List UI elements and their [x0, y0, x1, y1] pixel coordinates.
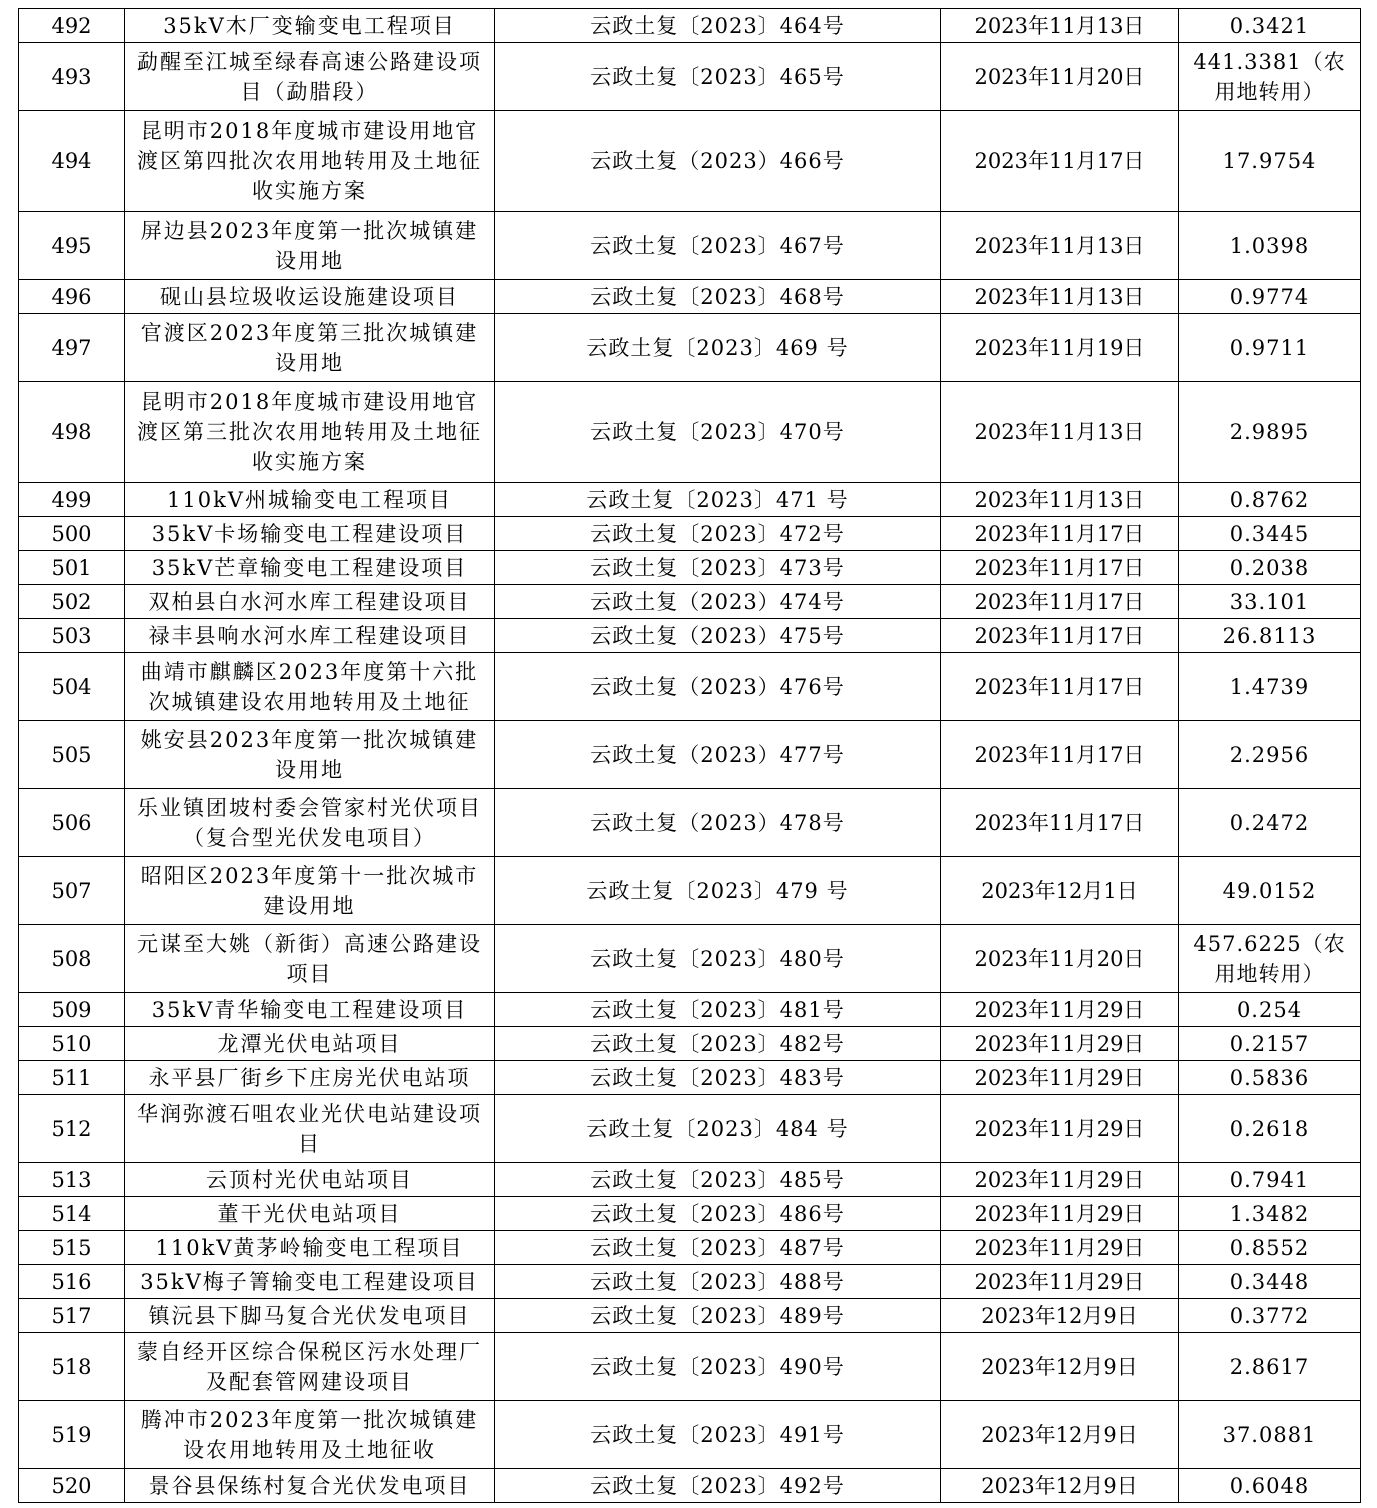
area-hectares-cell: 2.2956 — [1179, 721, 1361, 789]
row-number-cell: 507 — [19, 857, 125, 925]
project-name-cell: 景谷县保练村复合光伏发电项目 — [125, 1469, 495, 1503]
table-row — [19, 993, 1361, 1027]
table-row — [19, 517, 1361, 551]
project-name-cell: 屏边县2023年度第一批次城镇建设用地 — [125, 212, 495, 280]
row-number-cell: 502 — [19, 585, 125, 619]
table-row — [19, 9, 1361, 43]
approval-doc-number-cell: 云政土复〔2023〕470号 — [495, 382, 941, 483]
table-row — [19, 1163, 1361, 1197]
row-number-cell: 519 — [19, 1401, 125, 1469]
approval-doc-number-cell: 云政土复（2023）476号 — [495, 653, 941, 721]
table-row — [19, 619, 1361, 653]
approval-doc-number-cell: 云政土复〔2023〕491号 — [495, 1401, 941, 1469]
approval-doc-number-cell: 云政土复（2023）466号 — [495, 111, 941, 212]
row-number-cell: 494 — [19, 111, 125, 212]
approval-doc-number-cell: 云政土复〔2023〕486号 — [495, 1197, 941, 1231]
project-name-cell: 勐醒至江城至绿春高速公路建设项目（勐腊段） — [125, 43, 495, 111]
approval-date-cell: 2023年11月29日 — [941, 1231, 1179, 1265]
table-row — [19, 483, 1361, 517]
project-name-cell: 昆明市2018年度城市建设用地官渡区第三批次农用地转用及土地征收实施方案 — [125, 382, 495, 483]
project-name-cell: 35kV芒章输变电工程建设项目 — [125, 551, 495, 585]
area-hectares-cell: 457.6225（农用地转用） — [1179, 925, 1361, 993]
approval-date-cell: 2023年11月29日 — [941, 993, 1179, 1027]
table-row — [19, 1027, 1361, 1061]
approval-date-cell: 2023年11月29日 — [941, 1163, 1179, 1197]
approval-date-cell: 2023年11月17日 — [941, 619, 1179, 653]
approval-doc-number-cell: 云政土复〔2023〕469 号 — [495, 314, 941, 382]
approval-date-cell: 2023年11月17日 — [941, 789, 1179, 857]
approval-date-cell: 2023年12月9日 — [941, 1469, 1179, 1503]
row-number-cell: 504 — [19, 653, 125, 721]
table-row — [19, 1197, 1361, 1231]
approval-doc-number-cell: 云政土复〔2023〕472号 — [495, 517, 941, 551]
table-row — [19, 111, 1361, 212]
project-name-cell: 龙潭光伏电站项目 — [125, 1027, 495, 1061]
table-row — [19, 1095, 1361, 1163]
project-name-cell: 官渡区2023年度第三批次城镇建设用地 — [125, 314, 495, 382]
approval-date-cell: 2023年12月9日 — [941, 1401, 1179, 1469]
row-number-cell: 515 — [19, 1231, 125, 1265]
approval-date-cell: 2023年11月13日 — [941, 9, 1179, 43]
approval-doc-number-cell: 云政土复〔2023〕480号 — [495, 925, 941, 993]
project-name-cell: 砚山县垃圾收运设施建设项目 — [125, 280, 495, 314]
approval-doc-number-cell: 云政土复（2023）474号 — [495, 585, 941, 619]
row-number-cell: 509 — [19, 993, 125, 1027]
area-hectares-cell: 0.6048 — [1179, 1469, 1361, 1503]
area-hectares-cell: 0.9774 — [1179, 280, 1361, 314]
table-row — [19, 1061, 1361, 1095]
table-row — [19, 721, 1361, 789]
area-hectares-cell: 441.3381（农用地转用） — [1179, 43, 1361, 111]
row-number-cell: 492 — [19, 9, 125, 43]
area-hectares-cell: 0.2157 — [1179, 1027, 1361, 1061]
approval-date-cell: 2023年12月9日 — [941, 1333, 1179, 1401]
project-name-cell: 双柏县白水河水库工程建设项目 — [125, 585, 495, 619]
approval-doc-number-cell: 云政土复（2023）475号 — [495, 619, 941, 653]
table-body — [19, 9, 1361, 1503]
area-hectares-cell: 49.0152 — [1179, 857, 1361, 925]
table-row — [19, 1401, 1361, 1469]
project-name-cell: 云顶村光伏电站项目 — [125, 1163, 495, 1197]
row-number-cell: 520 — [19, 1469, 125, 1503]
approval-date-cell: 2023年11月13日 — [941, 212, 1179, 280]
approval-date-cell: 2023年11月17日 — [941, 111, 1179, 212]
area-hectares-cell: 0.2472 — [1179, 789, 1361, 857]
row-number-cell: 508 — [19, 925, 125, 993]
project-name-cell: 蒙自经开区综合保税区污水处理厂及配套管网建设项目 — [125, 1333, 495, 1401]
table-row — [19, 212, 1361, 280]
approval-doc-number-cell: 云政土复〔2023〕479 号 — [495, 857, 941, 925]
table-row — [19, 789, 1361, 857]
row-number-cell: 511 — [19, 1061, 125, 1095]
document-page — [18, 8, 1360, 1503]
row-number-cell: 501 — [19, 551, 125, 585]
approval-date-cell: 2023年12月9日 — [941, 1299, 1179, 1333]
project-name-cell: 元谋至大姚（新街）高速公路建设项目 — [125, 925, 495, 993]
project-name-cell: 昆明市2018年度城市建设用地官渡区第四批次农用地转用及土地征收实施方案 — [125, 111, 495, 212]
approval-date-cell: 2023年11月17日 — [941, 517, 1179, 551]
project-name-cell: 35kV青华输变电工程建设项目 — [125, 993, 495, 1027]
table-row — [19, 1265, 1361, 1299]
area-hectares-cell: 1.4739 — [1179, 653, 1361, 721]
approval-doc-number-cell: 云政土复〔2023〕481号 — [495, 993, 941, 1027]
area-hectares-cell: 0.3448 — [1179, 1265, 1361, 1299]
table-row — [19, 1231, 1361, 1265]
row-number-cell: 496 — [19, 280, 125, 314]
approval-doc-number-cell: 云政土复〔2023〕482号 — [495, 1027, 941, 1061]
table-row — [19, 653, 1361, 721]
approval-doc-number-cell: 云政土复〔2023〕490号 — [495, 1333, 941, 1401]
approval-doc-number-cell: 云政土复〔2023〕487号 — [495, 1231, 941, 1265]
approval-doc-number-cell: 云政土复〔2023〕488号 — [495, 1265, 941, 1299]
approval-date-cell: 2023年11月29日 — [941, 1265, 1179, 1299]
project-name-cell: 35kV木厂变输变电工程项目 — [125, 9, 495, 43]
area-hectares-cell: 0.8552 — [1179, 1231, 1361, 1265]
area-hectares-cell: 0.254 — [1179, 993, 1361, 1027]
row-number-cell: 518 — [19, 1333, 125, 1401]
approval-doc-number-cell: 云政土复〔2023〕484 号 — [495, 1095, 941, 1163]
table-row — [19, 280, 1361, 314]
project-name-cell: 镇沅县下脚马复合光伏发电项目 — [125, 1299, 495, 1333]
project-name-cell: 110kV黄茅岭输变电工程项目 — [125, 1231, 495, 1265]
approval-doc-number-cell: 云政土复〔2023〕468号 — [495, 280, 941, 314]
project-name-cell: 曲靖市麒麟区2023年度第十六批次城镇建设农用地转用及土地征 — [125, 653, 495, 721]
approval-doc-number-cell: 云政土复〔2023〕473号 — [495, 551, 941, 585]
area-hectares-cell: 0.9711 — [1179, 314, 1361, 382]
project-name-cell: 110kV州城输变电工程项目 — [125, 483, 495, 517]
project-name-cell: 永平县厂街乡下庄房光伏电站项 — [125, 1061, 495, 1095]
project-name-cell: 35kV梅子箐输变电工程建设项目 — [125, 1265, 495, 1299]
table-row — [19, 585, 1361, 619]
row-number-cell: 517 — [19, 1299, 125, 1333]
area-hectares-cell: 0.2618 — [1179, 1095, 1361, 1163]
row-number-cell: 497 — [19, 314, 125, 382]
area-hectares-cell: 0.8762 — [1179, 483, 1361, 517]
area-hectares-cell: 0.3421 — [1179, 9, 1361, 43]
row-number-cell: 503 — [19, 619, 125, 653]
approval-date-cell: 2023年11月29日 — [941, 1095, 1179, 1163]
row-number-cell: 498 — [19, 382, 125, 483]
area-hectares-cell: 1.3482 — [1179, 1197, 1361, 1231]
area-hectares-cell: 0.3445 — [1179, 517, 1361, 551]
approval-date-cell: 2023年11月17日 — [941, 653, 1179, 721]
approval-date-cell: 2023年11月29日 — [941, 1197, 1179, 1231]
row-number-cell: 506 — [19, 789, 125, 857]
row-number-cell: 505 — [19, 721, 125, 789]
approval-date-cell: 2023年11月29日 — [941, 1027, 1179, 1061]
row-number-cell: 516 — [19, 1265, 125, 1299]
approval-date-cell: 2023年11月20日 — [941, 925, 1179, 993]
table-row — [19, 925, 1361, 993]
row-number-cell: 493 — [19, 43, 125, 111]
project-name-cell: 华润弥渡石咀农业光伏电站建设项目 — [125, 1095, 495, 1163]
approval-doc-number-cell: 云政土复〔2023〕492号 — [495, 1469, 941, 1503]
table-row — [19, 857, 1361, 925]
area-hectares-cell: 33.101 — [1179, 585, 1361, 619]
approval-date-cell: 2023年11月17日 — [941, 551, 1179, 585]
approval-date-cell: 2023年11月20日 — [941, 43, 1179, 111]
area-hectares-cell: 0.7941 — [1179, 1163, 1361, 1197]
table-row — [19, 382, 1361, 483]
approval-date-cell: 2023年11月17日 — [941, 585, 1179, 619]
approval-doc-number-cell: 云政土复〔2023〕483号 — [495, 1061, 941, 1095]
row-number-cell: 513 — [19, 1163, 125, 1197]
area-hectares-cell: 0.2038 — [1179, 551, 1361, 585]
row-number-cell: 500 — [19, 517, 125, 551]
area-hectares-cell: 1.0398 — [1179, 212, 1361, 280]
row-number-cell: 512 — [19, 1095, 125, 1163]
approval-doc-number-cell: 云政土复〔2023〕485号 — [495, 1163, 941, 1197]
project-name-cell: 昭阳区2023年度第十一批次城市建设用地 — [125, 857, 495, 925]
approval-doc-number-cell: 云政土复〔2023〕489号 — [495, 1299, 941, 1333]
row-number-cell: 499 — [19, 483, 125, 517]
table-row — [19, 43, 1361, 111]
approval-date-cell: 2023年11月17日 — [941, 721, 1179, 789]
approval-doc-number-cell: 云政土复（2023）477号 — [495, 721, 941, 789]
approval-date-cell: 2023年11月13日 — [941, 382, 1179, 483]
approval-date-cell: 2023年11月13日 — [941, 483, 1179, 517]
approval-date-cell: 2023年12月1日 — [941, 857, 1179, 925]
table-row — [19, 314, 1361, 382]
area-hectares-cell: 17.9754 — [1179, 111, 1361, 212]
project-name-cell: 腾冲市2023年度第一批次城镇建设农用地转用及土地征收 — [125, 1401, 495, 1469]
project-name-cell: 35kV卡场输变电工程建设项目 — [125, 517, 495, 551]
approval-doc-number-cell: 云政土复〔2023〕471 号 — [495, 483, 941, 517]
project-name-cell: 姚安县2023年度第一批次城镇建设用地 — [125, 721, 495, 789]
table-row — [19, 1299, 1361, 1333]
row-number-cell: 495 — [19, 212, 125, 280]
area-hectares-cell: 2.8617 — [1179, 1333, 1361, 1401]
project-name-cell: 禄丰县响水河水库工程建设项目 — [125, 619, 495, 653]
area-hectares-cell: 37.0881 — [1179, 1401, 1361, 1469]
table-row — [19, 1333, 1361, 1401]
area-hectares-cell: 26.8113 — [1179, 619, 1361, 653]
project-name-cell: 乐业镇团坡村委会管家村光伏项目（复合型光伏发电项目） — [125, 789, 495, 857]
area-hectares-cell: 0.3772 — [1179, 1299, 1361, 1333]
approval-doc-number-cell: 云政土复〔2023〕464号 — [495, 9, 941, 43]
approval-date-cell: 2023年11月19日 — [941, 314, 1179, 382]
approval-doc-number-cell: 云政土复（2023）478号 — [495, 789, 941, 857]
approval-doc-number-cell: 云政土复〔2023〕467号 — [495, 212, 941, 280]
row-number-cell: 514 — [19, 1197, 125, 1231]
area-hectares-cell: 0.5836 — [1179, 1061, 1361, 1095]
approval-doc-number-cell: 云政土复〔2023〕465号 — [495, 43, 941, 111]
table-row — [19, 551, 1361, 585]
approval-date-cell: 2023年11月29日 — [941, 1061, 1179, 1095]
land-approval-table — [18, 8, 1361, 1503]
row-number-cell: 510 — [19, 1027, 125, 1061]
table-row — [19, 1469, 1361, 1503]
project-name-cell: 董干光伏电站项目 — [125, 1197, 495, 1231]
approval-date-cell: 2023年11月13日 — [941, 280, 1179, 314]
area-hectares-cell: 2.9895 — [1179, 382, 1361, 483]
